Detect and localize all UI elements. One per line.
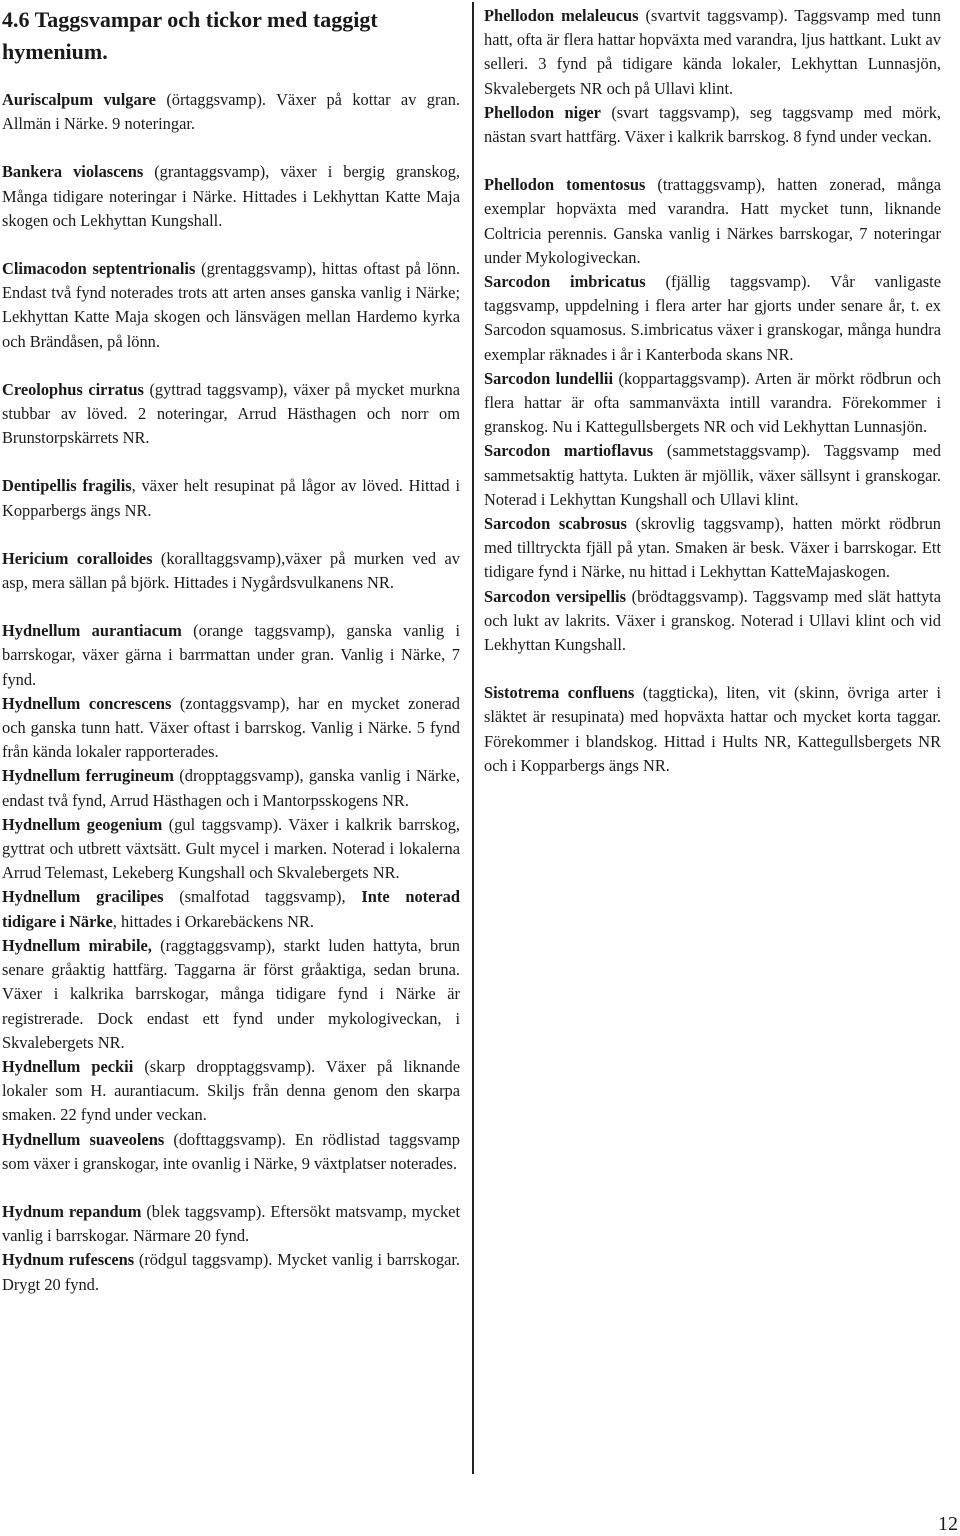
column-divider — [472, 2, 474, 1474]
species-description: (svart taggsvamp), seg taggsvamp med mörk, nästan svart hattfärg. Växer i kalkrik barrskog. 8 fynd under veckan. — [484, 102, 941, 147]
species-name: Dentipellis fragilis — [2, 476, 132, 496]
species-name: Auriscalpum vulgare — [2, 90, 156, 109]
species-name: Hericium coralloides — [2, 548, 153, 568]
species-description: , växer helt resupinat på lågor av löved. Hittad i Kopparbergs ängs NR. — [2, 476, 460, 520]
species-description: (skrovlig taggsvamp), hatten mörkt rödbrun med tilltryckta fjäll på ytan. Smaken är besk. Växer i barrskogar. Ett tidigare fynd i Närke, nu hittad i Lekhyttan KatteMajaskogen. — [484, 514, 941, 582]
species-description: (dropptaggsvamp), ganska vanlig i Närke, endast två fynd, Arrud Hästhagen och i Mantorpsskogens NR. — [2, 766, 461, 810]
species-entry — [2, 160, 460, 233]
species-entry — [2, 88, 460, 136]
species-name: Hydnum repandum — [2, 1201, 142, 1221]
species-entry — [2, 474, 460, 522]
species-entry — [2, 934, 460, 1055]
species-description: (smalfotad taggsvamp), — [163, 887, 362, 907]
species-entry — [484, 367, 941, 440]
species-name: Sarcodon versipellis — [484, 586, 626, 606]
species-entry — [2, 1128, 460, 1176]
species-description: (gyttrad taggsvamp), växer på mycket murkna stubbar av löved. 2 noteringar, Arrud Hästhagen och norr om Brunstorpskärrets NR. — [2, 379, 460, 448]
species-name: Phellodon tomentosus — [484, 175, 646, 195]
species-description: (dofttaggsvamp). En rödlistad taggsvamp som växer i granskogar, inte ovanlig i Närke, 9 växtplatser noterades. — [2, 1129, 460, 1173]
species-description: (örtaggsvamp). Växer på kottar av gran. Allmän i Närke. 9 noteringar. — [2, 90, 460, 134]
species-name: Hydnellum ferrugineum — [2, 766, 174, 786]
species-name: Hydnellum geogenium — [2, 814, 163, 834]
species-description: (orange taggsvamp), ganska vanlig i barrskogar, växer gärna i barrmattan under gran. Vanlig i Närke, 7 fynd. — [2, 621, 460, 689]
new-record-note: Inte noterad tidigare i Närke — [2, 887, 460, 931]
species-entry — [484, 101, 941, 149]
left-column — [2, 4, 460, 1297]
species-name: Sarcodon martioflavus — [484, 441, 654, 461]
species-description: (taggticka), liten, vit (skinn, övriga arter i släktet är resupinata) med hopväxta hattar och mycket korta taggar. Förekommer i blandskog. Hittad i Hults NR, Kattegullsbergets NR och i Kopparbergs ängs NR. — [484, 683, 942, 775]
species-entry — [484, 585, 941, 658]
species-description: (raggtaggsvamp), starkt luden hattyta, brun senare gråaktig hattfärg. Taggarna är först gråaktiga, sedan bruna. Växer i kalkrika barrskogar, många tidigare fynd i Närke är registrerade. Dock endast ett fynd under mykologiveckan, i Skvalebergets NR. — [2, 935, 461, 1052]
species-name: Hydnum rufescens — [2, 1250, 135, 1270]
species-description: (rödgul taggsvamp). Mycket vanlig i barrskogar. Drygt 20 fynd. — [2, 1250, 460, 1294]
species-name: Sistotrema confluens — [484, 683, 635, 703]
species-name: Hydnellum aurantiacum — [2, 621, 182, 641]
species-description: (koralltaggsvamp),växer på murken ved av asp, mera sällan på björk. Hittades i Nygårdsvulkanens NR. — [2, 548, 460, 593]
species-description: (trattaggsvamp), hatten zonerad, många exemplar hopväxta med varandra. Hatt mycket tunn, liknande Coltricia perennis. Ganska vanlig i Närkes barrskogar, 7 noteringar under Mykologiveckan. — [484, 175, 941, 267]
species-entry — [2, 692, 460, 765]
species-description: (fjällig taggsvamp). Vår vanligaste taggsvamp, uppdelning i flera arter har gjorts under senare år, t. ex Sarcodon squamosus. S.imbricatus växer i granskogar, många hundra exemplar räknades i år i Kanterboda skans NR. — [484, 272, 942, 364]
species-description-cont: , hittades i Orkarebäckens NR. — [112, 911, 314, 931]
species-name: Hydnellum suaveolens — [2, 1129, 165, 1149]
species-description: (gul taggsvamp). Växer i kalkrik barrskog, gyttrat och utbrett växtsätt. Gult mycel i marken. Noterad i lokalerna Arrud Telemast, Lekeberg Kungshall och Skvalebergets NR. — [2, 814, 461, 883]
right-column — [484, 4, 941, 778]
species-name: Sarcodon imbricatus — [484, 272, 646, 292]
species-description: (brödtaggsvamp). Taggsvamp med slät hattyta och lukt av lakrits. Växer i granskog. Noterad i Ullavi klint och vid Lekhyttan Kungshall. — [484, 586, 941, 655]
species-entry — [2, 885, 460, 933]
section-heading: 4.6 Taggsvampar och tickor med taggigt hymenium. — [2, 7, 378, 64]
species-name: Phellodon melaleucus — [484, 6, 639, 25]
species-name: Climacodon septentrionalis — [2, 259, 196, 279]
species-entry — [2, 619, 460, 692]
species-description: (grentaggsvamp), hittas oftast på lönn. Endast två fynd noterades trots att arten anses ganska vanlig i Närke; Lekhyttan Katte Maja skogen och länsvägen mellan Hardemo kyrka och Brändåsen, på lönn. — [2, 259, 460, 351]
species-entry — [484, 512, 941, 585]
page-number: 12 — [938, 1513, 958, 1535]
species-entry — [2, 547, 460, 595]
species-name: Hydnellum mirabile, — [2, 935, 152, 955]
species-description: (grantaggsvamp), växer i bergig granskog, Många tidigare noteringar i Närke. Hittades i Lekhyttan Katte Maja skogen och Lekhyttan Kungshall. — [2, 162, 460, 230]
species-name: Phellodon niger — [484, 102, 601, 122]
species-name: Hydnellum gracilipes — [2, 887, 164, 907]
species-entry — [2, 1055, 460, 1128]
species-entry — [484, 173, 941, 270]
species-name: Hydnellum peckii — [2, 1056, 134, 1076]
species-name: Creolophus cirratus — [2, 379, 144, 399]
species-description: (skarp dropptaggsvamp). Växer på liknande lokaler som H. aurantiacum. Skiljs från denna genom den skarpa smaken. 22 fynd under veckan. — [2, 1056, 460, 1125]
species-description: (sammetstaggsvamp). Taggsvamp med sammetsaktig hattyta. Lukten är mjöllik, växer sällsynt i granskogar. Noterad i Lekhyttan Kungshall och Ullavi klint. — [484, 441, 941, 509]
species-entry — [2, 1200, 460, 1248]
species-entry — [2, 764, 460, 812]
species-name: Sarcodon lundellii — [484, 368, 614, 388]
species-name: Bankera violascens — [2, 162, 144, 182]
species-entry — [484, 681, 941, 778]
species-entry — [2, 813, 460, 886]
species-entry — [484, 4, 941, 101]
species-entry — [2, 378, 460, 451]
species-description: (svartvit taggsvamp). Taggsvamp med tunn hatt, ofta är flera hattar hopväxta med varandra, ljus hattkant. Lukt av selleri. 3 fynd på tidigare kända lokaler, Lekhyttan Lunnasjön, Skvalebergets NR och på Ullavi klint. — [484, 6, 941, 98]
species-description: (blek taggsvamp). Eftersökt matsvamp, mycket vanlig i barrskogar. Närmare 20 fynd. — [2, 1201, 460, 1246]
species-entry — [2, 1248, 460, 1296]
species-entry — [484, 439, 941, 512]
species-name: Sarcodon scabrosus — [484, 514, 627, 534]
species-name: Hydnellum concrescens — [2, 693, 172, 713]
species-entry — [484, 270, 941, 367]
species-entry — [2, 257, 460, 354]
species-description: (zontaggsvamp), har en mycket zonerad och ganska tunn hatt. Växer oftast i barrskog. Vanlig i Närke. 5 fynd från kända lokaler rapporterades. — [2, 693, 460, 762]
species-description: (koppartaggsvamp). Arten är mörkt rödbrun och flera hattar är ofta sammanväxta intill varandra. Förekommer i granskog. Nu i Kattegullsbergets NR och vid Lekhyttan Lunnasjön. — [484, 368, 941, 437]
